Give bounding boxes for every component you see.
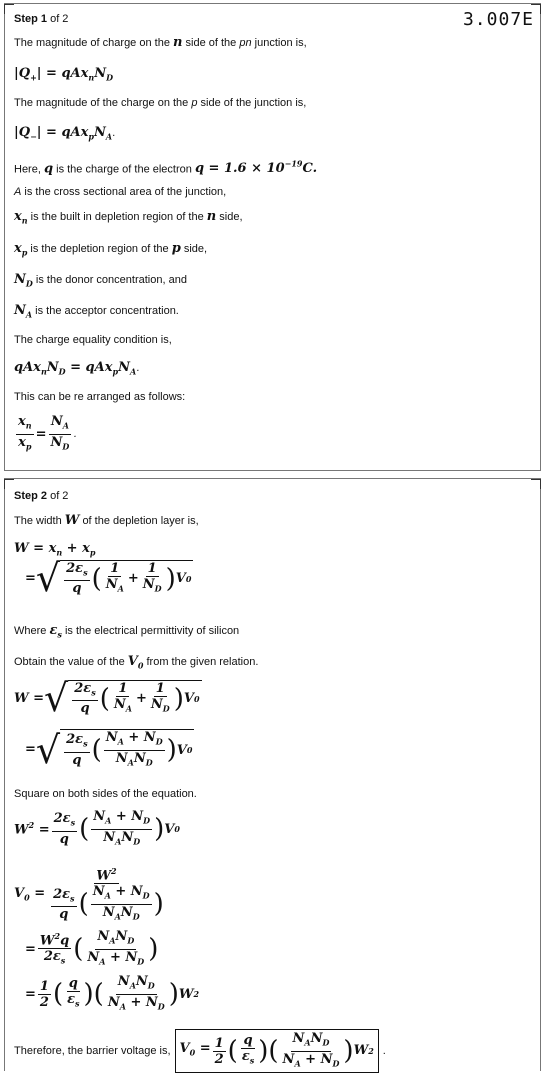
text-line xyxy=(14,185,226,199)
text: Therefore, the barrier voltage is, xyxy=(14,1045,171,1058)
text: is the depletion region of the xyxy=(30,243,169,255)
math-symbol: n xyxy=(206,209,217,224)
math-symbol: n xyxy=(173,35,183,50)
text: is the charge of the electron xyxy=(56,163,192,176)
text: side of the junction is, xyxy=(200,97,307,109)
text: is the donor concentration, and xyxy=(35,274,187,286)
corner-mark xyxy=(531,479,541,489)
step-1-panel xyxy=(4,3,541,471)
step-count: of 2 xyxy=(50,490,69,502)
final-answer-box: $V_0$ = $\frac{1}{2}$ ( $\frac{q}{\varepsilon_s}$ )( $\frac{N_AN_D}{N_A + N_D}$ ) W 2 xyxy=(175,1029,379,1073)
equation-v0-step2: = $\frac{W^2q}{2\varepsilon_s}$ ( $\frac{N_AN_D}{N_A + N_D}$ ) xyxy=(25,929,159,967)
math-symbol: $x_n$ xyxy=(14,209,28,226)
equation-charge-equality: $qAx_nN_D = qAx_pN_A$. xyxy=(14,360,140,377)
equation-v0-fraction: $V_0$ = $W^2$ $\frac{2\varepsilon_s}{q}$ ( $\frac{N_A + N_D}{N_AN_D}$ ) xyxy=(14,866,164,923)
step-count: of 2 xyxy=(50,13,69,25)
electron-charge-equation: $q = 1.6 \times 10^{-19}C$. xyxy=(194,159,318,177)
math-symbol: $\varepsilon_s$ xyxy=(49,623,62,640)
text: Here, xyxy=(14,163,41,176)
text: from the given relation. xyxy=(146,656,259,668)
math-symbol: W xyxy=(64,513,80,528)
equation-width-sqrt: = √ $\frac{2\varepsilon_s}{q}$ ( $\frac{1}{N_A}$ + $\frac{1}{N_D}$ ) V 0 xyxy=(25,556,192,600)
problem-code: 3.007E xyxy=(462,9,534,30)
text: is the acceptor concentration. xyxy=(35,305,179,317)
equation-width: $W = x_n + x_p$ xyxy=(14,541,96,558)
corner-mark xyxy=(4,479,14,489)
equation-q-plus: $|Q_+| = qAx_nN_D$ xyxy=(14,66,114,83)
final-answer-line: Therefore, the barrier voltage is, $V_0$ = $\frac{1}{2}$ ( $\frac{q}{\varepsilon_s}$ )( $\frac{N_AN_D}{N_A + N_D}$ ) W 2 . xyxy=(14,1029,386,1073)
text: is the cross sectional area of the junction, xyxy=(24,186,227,198)
step-2-header xyxy=(14,489,68,503)
equation-w-squared: $W^2$ = $\frac{2\varepsilon_s}{q}$ ( $\frac{N_A + N_D}{N_AN_D}$ ) V 0 xyxy=(14,809,180,847)
text-line: This can be re arranged as follows: xyxy=(14,391,186,403)
text: Where xyxy=(14,625,47,637)
text-line xyxy=(14,514,199,528)
text: p xyxy=(191,97,198,109)
corner-mark xyxy=(4,4,14,14)
text: junction is, xyxy=(254,37,307,49)
text: side, xyxy=(219,211,243,223)
text-line: The charge equality condition is, xyxy=(14,334,172,346)
equation-ratio: $\frac{x_n}{x_p}$ = $\frac{N_A}{N_D}$ . xyxy=(18,414,77,452)
step-label: Step 1 xyxy=(14,13,48,25)
math-symbol: $N_A$ xyxy=(14,303,33,320)
equation-q-minus: $|Q_-| = qAx_pN_A$. xyxy=(14,125,116,142)
math-symbol: p xyxy=(171,241,181,256)
math-symbol: q xyxy=(43,161,54,177)
text-line xyxy=(14,304,179,322)
text: pn xyxy=(239,37,252,49)
text-line xyxy=(14,36,307,50)
text-line xyxy=(14,624,239,642)
step-1-header xyxy=(14,12,68,26)
text: is the electrical permittivity of silicon xyxy=(64,625,240,637)
text-line xyxy=(14,242,207,260)
text-line xyxy=(14,655,258,673)
equation-w-sqrt: W = √ $\frac{2\varepsilon_s}{q}$ ( $\frac{1}{N_A}$ + $\frac{1}{N_D}$ ) V 0 xyxy=(14,676,200,720)
text: The width xyxy=(14,515,62,527)
text: of the depletion layer is, xyxy=(82,515,199,527)
step-label: Step 2 xyxy=(14,490,48,502)
step-2-panel xyxy=(4,478,541,1071)
text-line xyxy=(14,273,187,291)
text: The magnitude of charge on the xyxy=(14,37,170,49)
math-symbol: $x_p$ xyxy=(14,241,28,258)
equation-v0-step3: = $\frac{1}{2}$ ( $\frac{q}{\varepsilon_s}$ )( $\frac{N_AN_D}{N_A + N_D}$ ) W 2 xyxy=(25,974,200,1012)
text: The magnitude of the charge on the xyxy=(14,97,189,109)
text: side, xyxy=(183,243,208,255)
text-line xyxy=(14,96,306,110)
equation-w-sqrt-combined: = √ $\frac{2\varepsilon_s}{q}$ ( $\frac{N_A + N_D}{N_AN_D}$ ) V 0 xyxy=(25,727,193,772)
math-symbol: $V_0$ xyxy=(127,654,144,671)
text: is the built in depletion region of the xyxy=(30,211,204,223)
text-line xyxy=(14,210,243,228)
text: Obtain the value of the xyxy=(14,656,125,668)
text: A xyxy=(14,186,22,198)
text: side of the xyxy=(185,37,237,49)
text-line xyxy=(14,157,317,176)
math-symbol: $N_D$ xyxy=(14,272,33,289)
text-line: Square on both sides of the equation. xyxy=(14,788,197,800)
